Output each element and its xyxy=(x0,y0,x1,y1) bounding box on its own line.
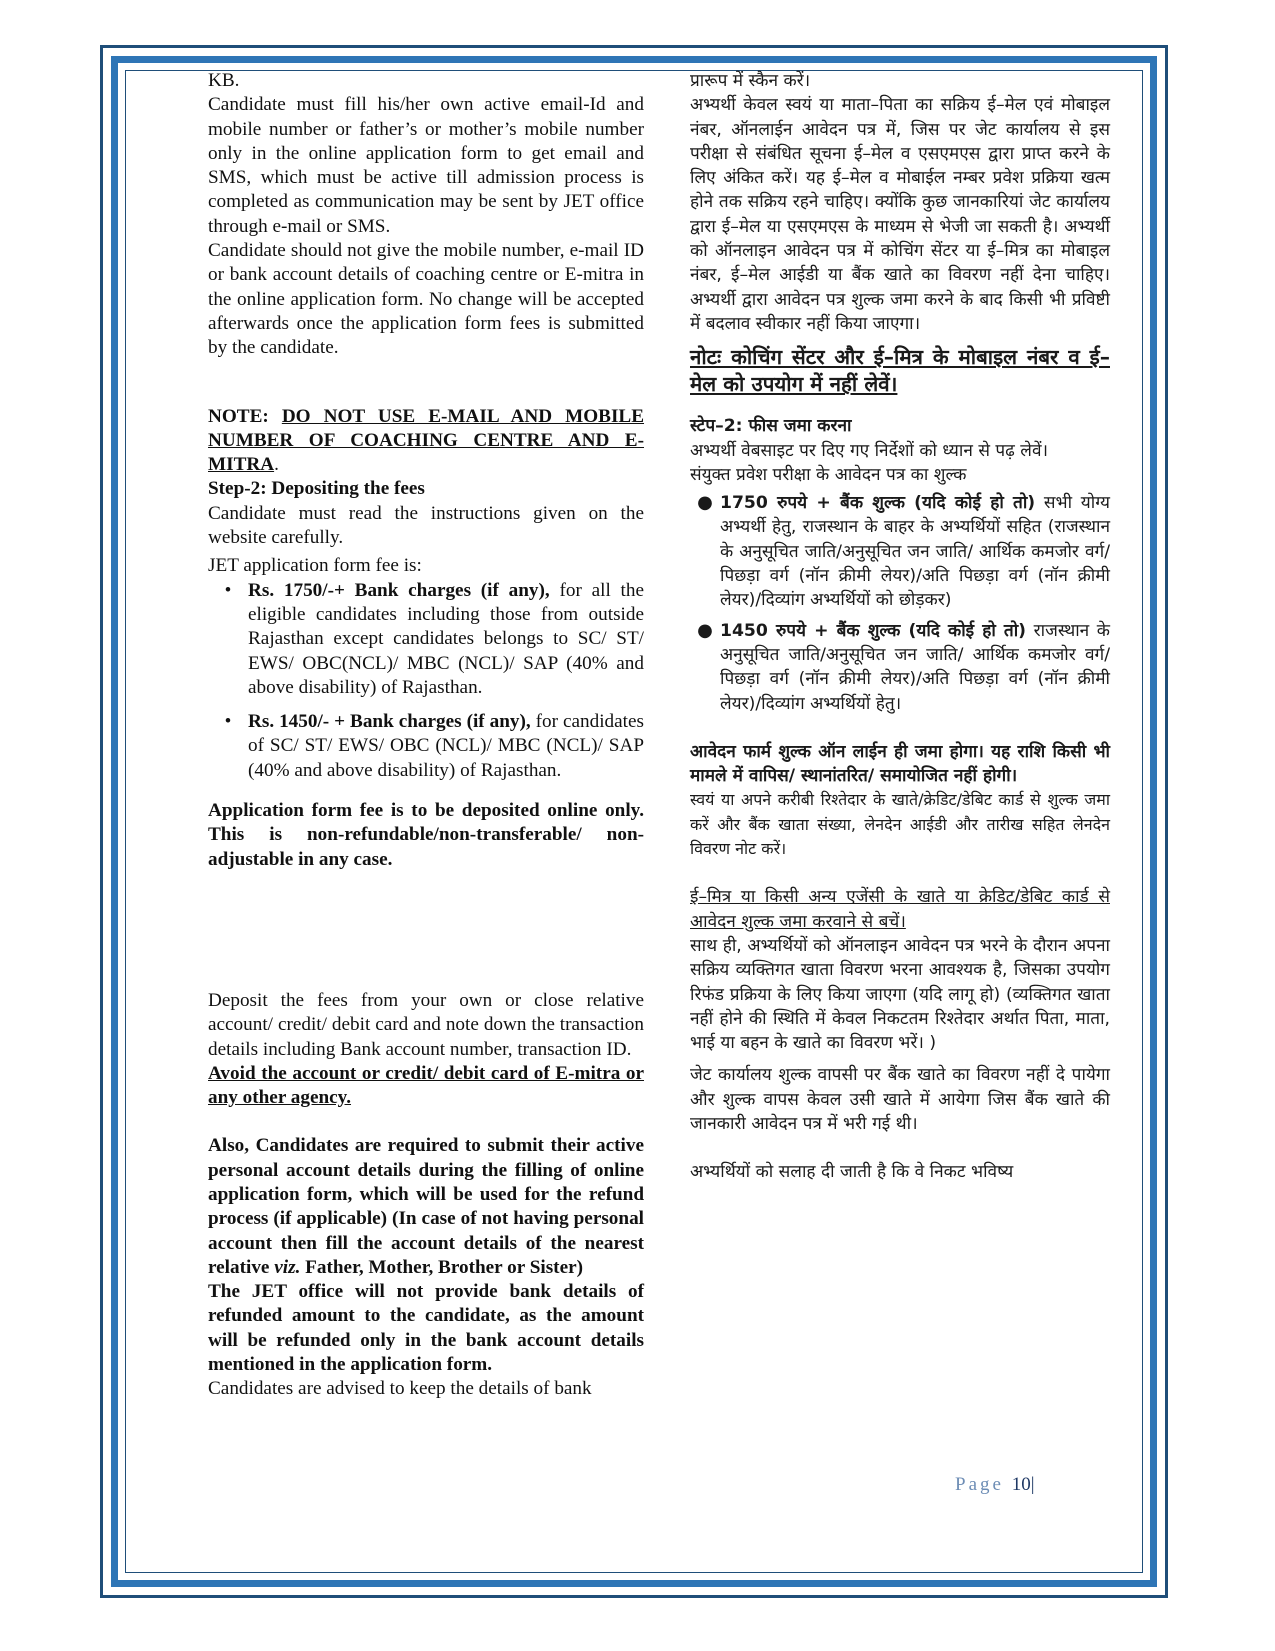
hindi-column xyxy=(690,69,1110,1185)
hi-fee-item-1: ● 1750 रुपये + बैंक शुल्क (यदि कोई हो तो) सभी योग्य अभ्यर्थी हेतु, राजस्थान के बाहर के अभ्यर्थियों सहित (राजस्थान के अनुसूचित जाति/अनुसूचित जन जाति/ आर्थिक कमजोर वर्ग/पिछड़ा वर्ग (नॉन क्रीमी लेयर)/अति पिछड़ा वर्ग (नॉन क्रीमी लेयर)/दिव्यांग अभ्यर्थियों को छोड़कर) xyxy=(690,491,1110,612)
hi-warning: ई–मित्र या किसी अन्य एजेंसी के खाते या क्रेडिट/डेबिट कार्ड से आवेदन शुल्क जमा करवाने से बचें। xyxy=(690,887,1110,932)
hi-paragraph: अभ्यर्थी वेबसाइट पर दिए गए निर्देशों को ध्यान से पढ़ लेवें। xyxy=(690,440,1049,461)
hi-step2-heading: स्टेप–2: फीस जमा करना xyxy=(690,416,852,437)
en-paragraph: Candidate must read the instructions given on the website carefully. xyxy=(208,502,644,549)
en-note-label: NOTE: xyxy=(208,405,269,427)
hi-paragraph: स्वयं या अपने करीबी रिश्तेदार के खाते/क्रेडिट/डेबिट कार्ड से शुल्क जमा करें और बैंक खाता संख्या, लेनदेन आईडी और तारीख सहित लेनदेन विवरण नोट करें। xyxy=(690,790,1110,859)
hi-refund-note: जेट कार्यालय शुल्क वापसी पर बैंक खाते का विवरण नहीं दे पायेगा और शुल्क वापस केवल उसी खाते में आयेगा जिस बैंक खाते की जानकारी आवेदन पत्र में भरी गई थी। xyxy=(690,1065,1110,1134)
hi-paragraph: संयुक्त प्रवेश परीक्षा के आवेदन पत्र का शुल्क xyxy=(690,464,967,485)
en-paragraph: Candidate must fill his/her own active email-Id and mobile number or father’s or mother’s mobile number only in the online application form to get email and SMS, which must be active till admission process is completed as communication may be sent by JET office through e-mail or SMS. xyxy=(208,94,644,237)
en-fee-item-1: • Rs. 1750/-+ Bank charges (if any), for all the eligible candidates including those from outside Rajasthan except candidates belongs to SC/ ST/ EWS/ OBC(NCL)/ MBC (NCL)/ SAP (40% and above disability) of Rajasthan. xyxy=(208,579,644,700)
page-footer xyxy=(955,1474,1035,1496)
bullet-icon: ● xyxy=(697,492,713,514)
english-column xyxy=(208,69,644,1402)
page-separator: | xyxy=(1030,1474,1035,1495)
en-paragraph: JET application form fee is: xyxy=(208,555,422,577)
en-note-text: DO NOT USE E-MAIL AND MOBILE NUMBER OF COACHING CENTRE AND E-MITRA xyxy=(208,405,645,476)
bullet-icon: • xyxy=(224,711,232,733)
en-step2-heading: Step-2: Depositing the fees xyxy=(208,478,425,500)
en-refund-note: The JET office will not provide bank details of refunded amount to the candidate, as the amount will be refunded only in the bank account details mentioned in the application form. xyxy=(208,1281,644,1376)
hi-fee-item-2: ● 1450 रुपये + बैंक शुल्क (यदि कोई हो तो) राजस्थान के अनुसूचित जाति/अनुसूचित जन जाति/ आर्थिक कमजोर वर्ग/पिछड़ा वर्ग (नॉन क्रीमी लेयर)/अति पिछड़ा वर्ग (नॉन क्रीमी लेयर)/दिव्यांग अभ्यर्थियों हेतु। xyxy=(690,619,1110,716)
en-account-details: Also, Candidates are required to submit their active personal account details during the filling of online application form, which will be used for the refund process (if applicable) (In case of not having personal account then fill the account details of the nearest relative viz. Father, Mother, Brother or Sister) xyxy=(208,1135,644,1278)
bullet-icon: • xyxy=(224,579,232,601)
en-note: NOTE: DO NOT USE E-MAIL AND MOBILE NUMBER OF COACHING CENTRE AND E-MITRA. xyxy=(208,405,645,476)
en-warning: Avoid the account or credit/ debit card of E-mitra or any other agency. xyxy=(208,1062,644,1109)
en-fee-note: Application form fee is to be deposited online only. This is non-refundable/non-transferable/ non-adjustable in any case. xyxy=(208,800,644,870)
bullet-icon: ● xyxy=(697,619,713,641)
en-fee-item-2: • Rs. 1450/- + Bank charges (if any), for candidates of SC/ ST/ EWS/ OBC (NCL)/ MBC (NCL)/ SAP (40% and above disability) of Rajasthan. xyxy=(208,710,644,783)
en-paragraph: KB. xyxy=(208,70,240,91)
en-paragraph: Candidates are advised to keep the details of bank xyxy=(208,1378,592,1400)
hi-account-details: साथ ही, अभ्यर्थियों को ऑनलाइन आवेदन पत्र भरने के दौरान अपना सक्रिय व्यक्तिगत खाता विवरण भरना आवश्यक है, जिसका उपयोग रिफंड प्रक्रिया के लिए किया जाएगा (यदि लागू हो) (व्यक्तिगत खाता नहीं होने की स्थिति में केवल निकटतम रिश्तेदार अर्थात पिता, माता, भाई या बहन के खाते का विवरण भरें। ) xyxy=(690,935,1110,1054)
hi-paragraph: अभ्यर्थी केवल स्वयं या माता–पिता का सक्रिय ई–मेल एवं मोबाइल नंबर, ऑनलाईन आवेदन पत्र में, जिस पर जेट कार्यालय से इस परीक्षा से संबंधित सूचना ई–मेल व एसएमएस द्वारा प्राप्त करने के लिए अंकित करें। यह ई–मेल व मोबाईल नम्बर प्रवेश प्रक्रिया खत्म होने तक सक्रिय रहने चाहिए। क्योंकि कुछ जानकारियां जेट कार्यालय द्वारा ई–मेल या एसएमएस के माध्यम से भेजी जा सकती है। अभ्यर्थी को ऑनलाइन आवेदन पत्र में कोचिंग सेंटर या ई–मित्र का मोबाइल नंबर, ई–मेल आईडी या बैंक खाते का विवरण नहीं देना चाहिए। अभ्यर्थी द्वारा आवेदन पत्र शुल्क जमा करने के बाद किसी भी प्रविष्टी में बदलाव स्वीकार नहीं किया जाएगा। xyxy=(690,95,1110,334)
page-label: Page xyxy=(955,1474,1004,1495)
en-paragraph: Deposit the fees from your own or close relative account/ credit/ debit card and note down the transaction details including Bank account number, transaction ID. xyxy=(208,989,644,1060)
en-paragraph: Candidate should not give the mobile number, e-mail ID or bank account details of coaching centre or E-mitra in the online application form. No change will be accepted afterwards once the application form fees is submitted by the candidate. xyxy=(208,240,644,359)
hi-note: नोटः कोचिंग सेंटर और ई–मित्र के मोबाइल नंबर व ई–मेल को उपयोग में नहीं लेवें। xyxy=(690,345,1110,397)
hi-paragraph: प्रारूप में स्कैन करें। xyxy=(690,71,811,91)
hi-paragraph: अभ्यर्थियों को सलाह दी जाती है कि वे निकट भविष्य xyxy=(690,1162,1014,1183)
page-number: 10 xyxy=(1011,1474,1031,1495)
hi-fee-note: आवेदन फार्म शुल्क ऑन लाईन ही जमा होगा। यह राशि किसी भी मामले में वापिस/ स्थानांतरित/ समायोजित नहीं होगी। xyxy=(690,741,1110,787)
